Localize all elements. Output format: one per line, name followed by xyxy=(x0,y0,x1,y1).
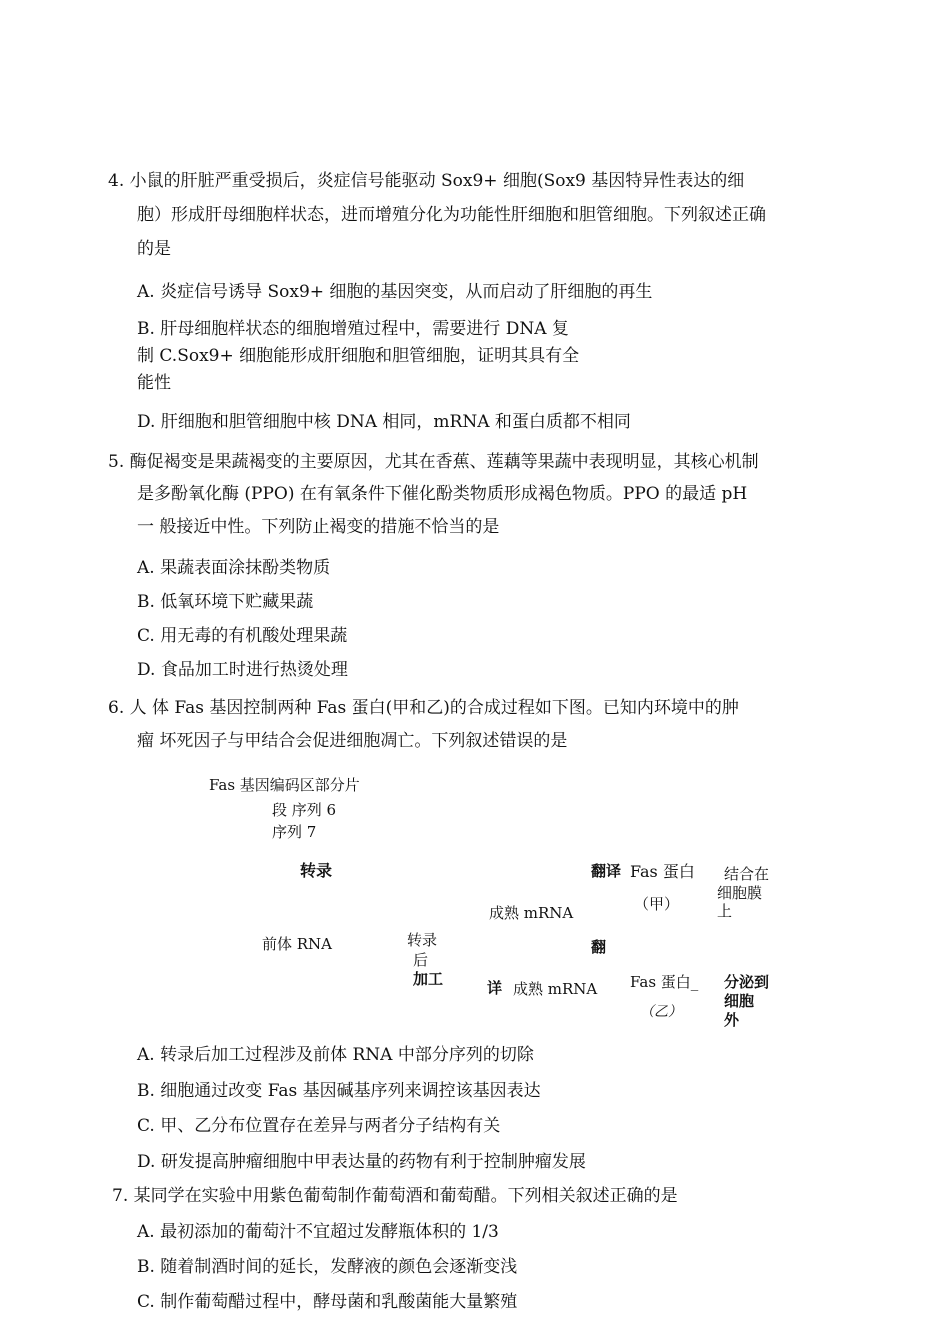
diagram-secrete-line3: 外 xyxy=(724,1011,740,1029)
diagram-secrete-line1: 分泌到 xyxy=(724,973,770,991)
q5-stem-line2: 是多酚氧化酶 (PPO) 在有氧条件下催化酚类物质形成褐色物质。PPO 的最适 pH xyxy=(137,484,748,504)
diagram-gene-label-line1: Fas 基因编码区部分片 xyxy=(209,776,360,794)
q7-option-a: A. 最初添加的葡萄汁不宜超过发酵瓶体积的 1/3 xyxy=(137,1222,499,1242)
diagram-fas-protein-b: Fas 蛋白_ xyxy=(630,973,699,991)
diagram-bind-membrane-line3: 上 xyxy=(717,902,733,920)
q5-option-b: B. 低氧环境下贮藏果蔬 xyxy=(137,592,314,612)
q4-option-a: A. 炎症信号诱导 Sox9+ 细胞的基因突变，从而启动了肝细胞的再生 xyxy=(137,282,653,302)
diagram-secrete-line2: 细胞 xyxy=(724,992,755,1010)
q7-option-b: B. 随着制酒时间的延长，发酵液的颜色会逐渐变浅 xyxy=(137,1257,518,1277)
diagram-bind-membrane-line2: 细胞膜 xyxy=(717,884,763,902)
diagram-fas-protein-a: Fas 蛋白 xyxy=(630,862,695,881)
q4-stem-line1: 4. 小鼠的肝脏严重受损后，炎症信号能驱动 Sox9+ 细胞(Sox9 基因特异性表达的细 xyxy=(108,171,745,191)
q6-option-d: D. 研发提高肿瘤细胞中甲表达量的药物有利于控制肿瘤发展 xyxy=(137,1152,586,1172)
q6-stem-line1: 6. 人 体 Fas 基因控制两种 Fas 蛋白(甲和乙)的合成过程如下图。已知内环境中的肿 xyxy=(108,698,739,718)
q5-option-c: C. 用无毒的有机酸处理果蔬 xyxy=(137,626,348,646)
q5-stem-line3: 一 般接近中性。下列防止褐变的措施不恰当的是 xyxy=(137,517,500,537)
q6-option-b: B. 细胞通过改变 Fas 基因碱基序列来调控该基因表达 xyxy=(137,1081,541,1101)
diagram-bind-membrane-line1: 结合在 xyxy=(724,865,770,883)
q4-option-d: D. 肝细胞和胆管细胞中核 DNA 相同，mRNA 和蛋白质都不相同 xyxy=(137,412,631,432)
diagram-mature-mrna-2: 成熟 mRNA xyxy=(513,980,598,998)
q4-stem-line2: 胞）形成肝母细胞样状态，进而增殖分化为功能性肝细胞和胆管细胞。下列叙述正确 xyxy=(137,205,766,225)
q5-option-d: D. 食品加工时进行热烫处理 xyxy=(137,660,348,680)
diagram-translation-label-1: 翻译 xyxy=(591,862,622,880)
diagram-translation-label-2b: 详 xyxy=(487,979,503,997)
q4-option-b-line2: 制 C.Sox9+ 细胞能形成肝细胞和胆管细胞，证明其具有全 xyxy=(137,346,580,366)
diagram-gene-label-line2: 段 序列 6 xyxy=(272,801,337,819)
q5-stem-line1: 5. 酶促褐变是果蔬褐变的主要原因，尤其在香蕉、莲藕等果蔬中表现明显，其核心机制 xyxy=(108,452,759,472)
q7-option-c: C. 制作葡萄醋过程中，酵母菌和乳酸菌能大量繁殖 xyxy=(137,1292,518,1312)
q4-option-b-line3: 能性 xyxy=(137,373,171,393)
diagram-mature-mrna-1: 成熟 mRNA xyxy=(489,904,574,922)
diagram-protein-a-name: （甲） xyxy=(634,895,680,913)
diagram-gene-label-line3: 序列 7 xyxy=(272,823,317,841)
q4-stem-line3: 的是 xyxy=(137,239,171,259)
diagram-transcription-label: 转录 xyxy=(300,861,333,880)
q5-option-a: A. 果蔬表面涂抹酚类物质 xyxy=(137,558,331,578)
diagram-post-processing-line2: 后 xyxy=(413,951,429,969)
diagram-post-processing-line1: 转录 xyxy=(407,931,438,949)
q4-option-b-line1: B. 肝母细胞样状态的细胞增殖过程中，需要进行 DNA 复 xyxy=(137,319,569,339)
q6-stem-line2: 瘤 坏死因子与甲结合会促进细胞凋亡。下列叙述错误的是 xyxy=(137,731,568,751)
q7-stem: 7. 某同学在实验中用紫色葡萄制作葡萄酒和葡萄醋。下列相关叙述正确的是 xyxy=(112,1186,678,1206)
q6-option-c: C. 甲、乙分布位置存在差异与两者分子结构有关 xyxy=(137,1116,501,1136)
q6-option-a: A. 转录后加工过程涉及前体 RNA 中部分序列的切除 xyxy=(137,1045,534,1065)
diagram-precursor-rna: 前体 RNA xyxy=(262,935,333,953)
diagram-post-processing-line3: 加工 xyxy=(413,970,444,988)
diagram-translation-label-2a: 翻 xyxy=(591,938,607,956)
diagram-protein-b-name: （乙） xyxy=(640,1004,682,1020)
